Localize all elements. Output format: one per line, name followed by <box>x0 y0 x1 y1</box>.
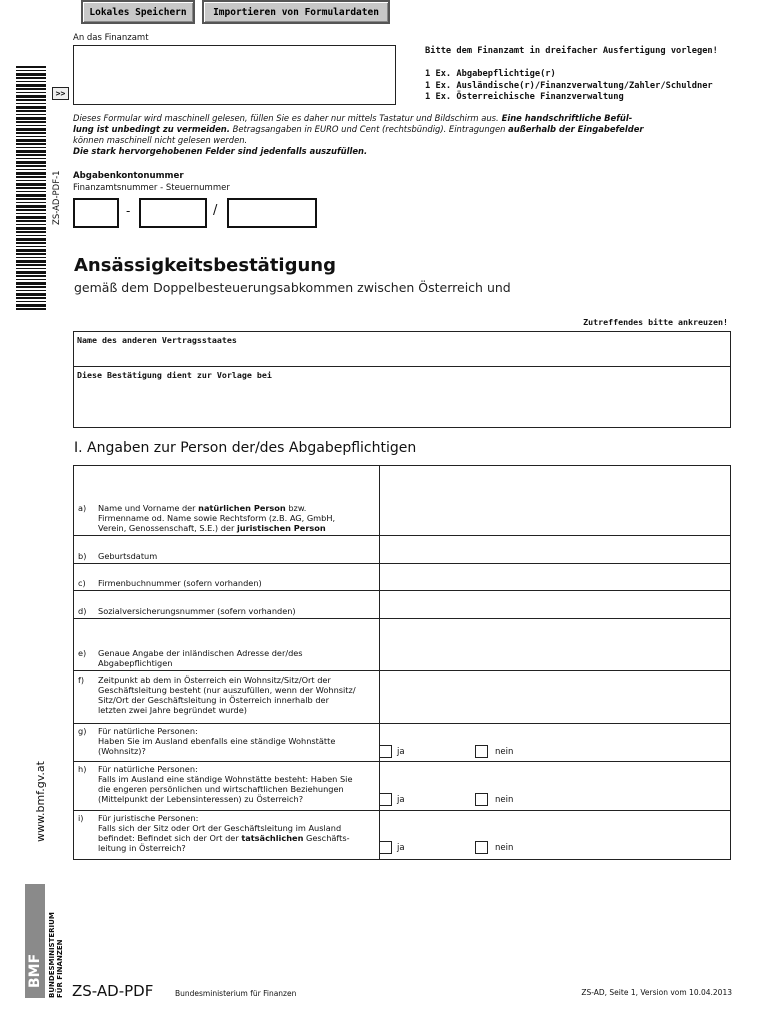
submit-note: Bitte dem Finanzamt in dreifacher Ausfertigung vorlegen! <box>425 46 718 56</box>
table-row: i) Für juristische Personen: Falls sich der Sitz oder Ort der Geschäftsleitung im Ausland befindet: Befindet sich der Ort der tatsächlichen Geschäfts- leitung in Österreich? <box>74 811 731 860</box>
h-no-option[interactable]: nein <box>475 793 513 806</box>
account-slash: / <box>213 203 218 218</box>
footer-version: ZS-AD, Seite 1, Version vom 10.04.2013 <box>581 988 732 997</box>
table-row: d) Sozialversicherungsnummer (sofern vorhanden) <box>74 591 731 619</box>
i-no-checkbox[interactable] <box>475 841 488 854</box>
steuernummer-part2-input[interactable] <box>227 198 317 228</box>
barcode <box>16 66 46 312</box>
i-yes-checkbox[interactable] <box>379 841 392 854</box>
i-yes-option[interactable]: ja <box>379 841 405 854</box>
page-subtitle: gemäß dem Doppelbesteuerungsabkommen zwischen Österreich und <box>74 280 511 295</box>
copies-list <box>425 69 713 104</box>
table-row: c) Firmenbuchnummer (sofern vorhanden) <box>74 564 731 591</box>
vertragsstaat-field[interactable] <box>73 331 731 367</box>
steuernummer-part1-input[interactable] <box>139 198 207 228</box>
save-locally-button[interactable]: Lokales Speichern <box>81 0 195 24</box>
g-no-option[interactable]: nein <box>475 745 513 758</box>
firmenbuchnummer-input[interactable] <box>379 564 730 591</box>
table-row: b) Geburtsdatum <box>74 536 731 564</box>
table-row: g) Für natürliche Personen: Haben Sie im Ausland ebenfalls eine ständige Wohnstätte (Wohnsitz)? <box>74 724 731 762</box>
table-row: h) Für natürliche Personen: Falls im Ausland eine ständige Wohnstätte besteht: Haben Sie die engeren persönlichen und wirtschaftlichen Beziehungen (Mittelpunkt der Lebensinteressen) zu Österreich? <box>74 762 731 811</box>
copy-item: 1 Ex. Abgabepflichtige(r) <box>425 69 556 79</box>
website-vertical: www.bmf.gv.at <box>34 761 47 842</box>
table-row: e) Genaue Angabe der inländischen Adresse der/des Abgabepflichtigen <box>74 619 731 671</box>
h-no-checkbox[interactable] <box>475 793 488 806</box>
notice-text: Dieses Formular wird maschinell gelesen, füllen Sie es daher nur mittels Tastatur und Bildschirm aus. Eine handschriftliche Befül- lung ist unbedingt zu vermeiden. Betragsangaben in EURO und Cent (rechtsbündig). Eintragungen außerhalb der Eingabefelder können maschinell nicht gelesen werden. Die stark hervorgehobenen Felder sind jedenfalls auszufüllen. <box>73 113 644 156</box>
footer-code: ZS-AD-PDF <box>72 982 154 1000</box>
copy-item: 1 Ex. Österreichische Finanzverwaltung <box>425 92 624 102</box>
h-yes-checkbox[interactable] <box>379 793 392 806</box>
section-title: I. Angaben zur Person der/des Abgabepflichtigen <box>74 440 417 456</box>
vorlage-field[interactable] <box>73 366 731 428</box>
account-subtitle: Finanzamtsnummer - Steuernummer <box>73 183 230 193</box>
account-dash: - <box>126 204 131 218</box>
copy-item: 1 Ex. Ausländische(r)/Finanzverwaltung/Zahler/Schuldner <box>425 80 713 91</box>
g-no-checkbox[interactable] <box>475 745 488 758</box>
g-yes-option[interactable]: ja <box>379 745 405 758</box>
bmf-logo: BMF <box>25 884 45 998</box>
table-row <box>74 466 731 536</box>
geburtsdatum-input[interactable] <box>379 536 730 564</box>
g-yes-checkbox[interactable] <box>379 745 392 758</box>
name-input[interactable] <box>379 466 730 536</box>
finanzamt-label: An das Finanzamt <box>73 33 149 43</box>
tick-note: Zutreffendes bitte ankreuzen! <box>583 317 728 327</box>
adresse-input[interactable] <box>379 619 730 671</box>
vertragsstaat-label: Name des anderen Vertragsstaates <box>77 335 237 345</box>
vorlage-label: Diese Bestätigung dient zur Vorlage bei <box>77 370 272 380</box>
h-yes-option[interactable]: ja <box>379 793 405 806</box>
finanzamtsnummer-input[interactable] <box>73 198 119 228</box>
i-no-option[interactable]: nein <box>475 841 513 854</box>
page-title: Ansässigkeitsbestätigung <box>74 255 337 276</box>
form-code-vertical: ZS-AD-PDF-1 <box>52 170 62 225</box>
table-row: f) Zeitpunkt ab dem in Österreich ein Wohnsitz/Sitz/Ort der Geschäftsleitung besteht (nur auszufüllen, wenn der Wohnsitz/ Sitz/Ort der Geschäftsleitung in Österreich innerhalb der letzten zwei Jahre begründet wurde) <box>74 671 731 724</box>
import-form-data-button[interactable]: Importieren von Formulardaten <box>202 0 390 24</box>
account-title: Abgabenkontonummer <box>73 171 184 181</box>
footer-ministry: Bundesministerium für Finanzen <box>175 989 297 998</box>
finanzamt-input[interactable] <box>73 45 396 105</box>
wohnsitz-zeitpunkt-input[interactable] <box>379 671 730 724</box>
ministry-vertical: BUNDESMINISTERIUM FÜR FINANZEN <box>48 912 64 998</box>
row-label-a: a) Name und Vorname der natürlichen Person bzw. Firmenname od. Name sowie Rechtsform (z.B. AG, GmbH, Verein, Genossenschaft, S.E.) der juristischen Person <box>74 466 380 536</box>
sozialversicherungsnummer-input[interactable] <box>379 591 730 619</box>
finanzamt-select-button[interactable]: >> <box>52 87 69 100</box>
